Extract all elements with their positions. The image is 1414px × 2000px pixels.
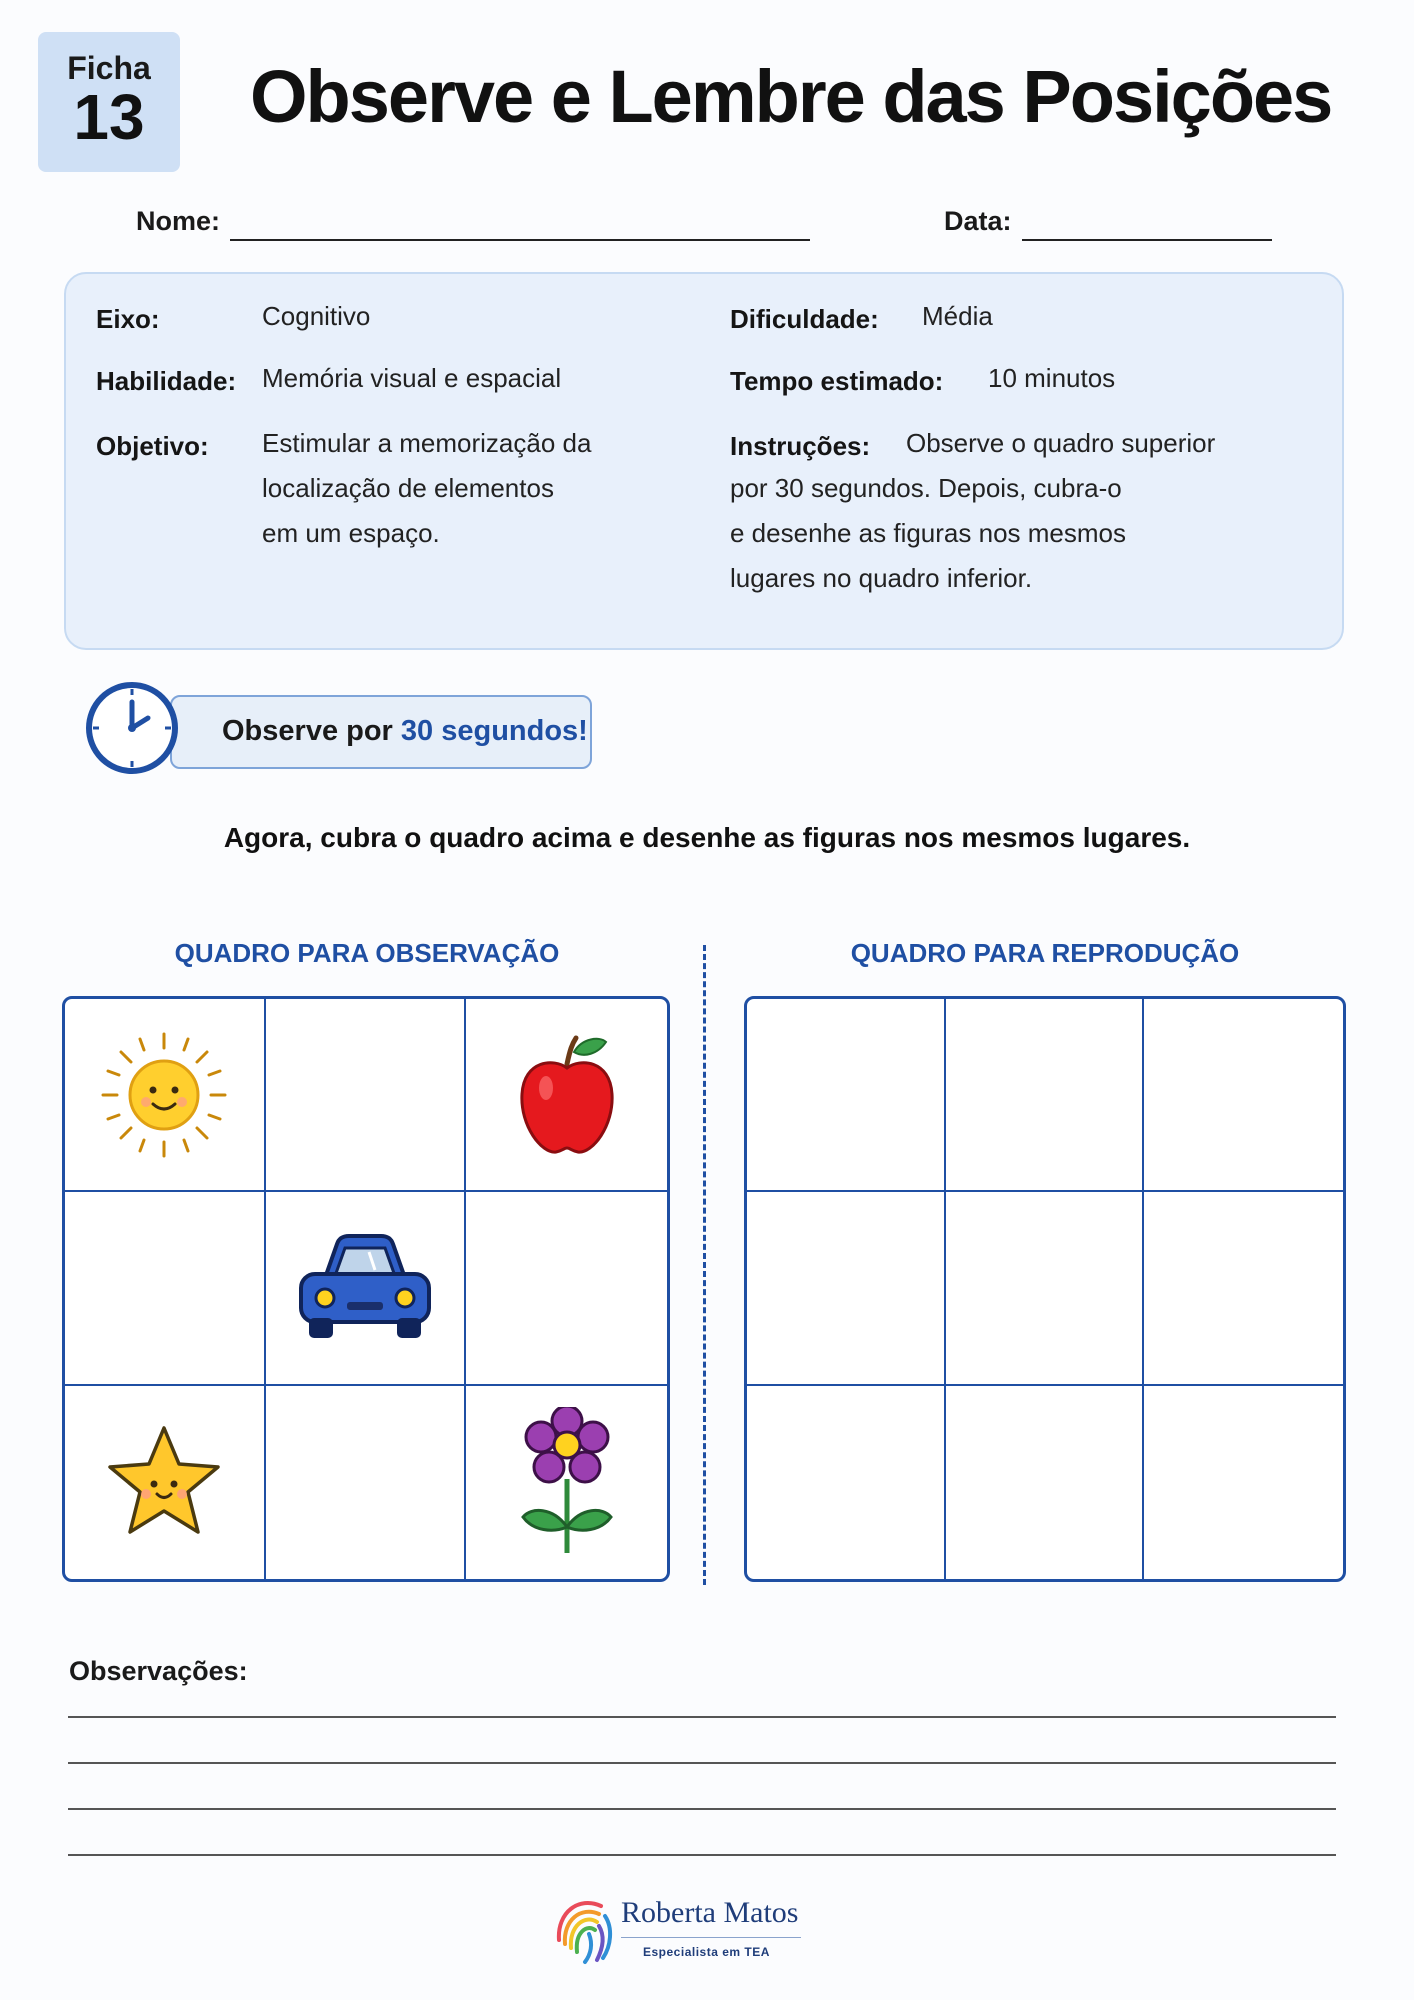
observacoes-line[interactable] bbox=[68, 1808, 1336, 1810]
objetivo-line: em um espaço. bbox=[262, 518, 440, 548]
cover-instruction: Agora, cubra o quadro acima e desenhe as figuras nos mesmos lugares. bbox=[223, 822, 1191, 853]
ficha-badge bbox=[38, 32, 180, 172]
observacoes-line[interactable] bbox=[68, 1716, 1336, 1718]
grid-cell bbox=[65, 999, 266, 1192]
objetivo-label: Objetivo: bbox=[96, 431, 209, 461]
drawing-cell[interactable] bbox=[747, 1386, 946, 1579]
objetivo-value bbox=[262, 421, 591, 556]
eixo-label: Eixo: bbox=[96, 304, 160, 334]
observacoes-line[interactable] bbox=[68, 1762, 1336, 1764]
grid-cell bbox=[65, 1386, 266, 1579]
date-label: Data: bbox=[944, 206, 1012, 236]
date-field[interactable] bbox=[1022, 239, 1272, 241]
drawing-cell[interactable] bbox=[747, 1192, 946, 1385]
car-icon bbox=[295, 1230, 435, 1345]
instrucoes-line: e desenhe as figuras nos mesmos bbox=[730, 518, 1126, 548]
grid-cell bbox=[266, 999, 467, 1192]
observacoes-line[interactable] bbox=[68, 1854, 1336, 1856]
name-label: Nome: bbox=[136, 206, 221, 236]
eixo-value: Cognitivo bbox=[262, 301, 371, 331]
drawing-cell[interactable] bbox=[946, 1192, 1145, 1385]
instrucoes-value bbox=[730, 466, 1126, 601]
tempo-value: 10 minutos bbox=[988, 363, 1116, 393]
observation-grid bbox=[62, 996, 670, 1582]
drawing-cell[interactable] bbox=[1144, 1192, 1343, 1385]
drawing-cell[interactable] bbox=[946, 999, 1145, 1192]
grid-cell bbox=[266, 1386, 467, 1579]
grid-divider bbox=[703, 945, 706, 1585]
brand-tagline: Especialista em TEA bbox=[643, 1945, 770, 1959]
grid-cell bbox=[466, 999, 667, 1192]
ficha-number: 13 bbox=[73, 81, 145, 154]
flower-icon bbox=[517, 1407, 617, 1557]
brand-rule bbox=[621, 1937, 801, 1938]
timer-highlight: 30 segundos! bbox=[400, 715, 588, 747]
drawing-cell[interactable] bbox=[946, 1386, 1145, 1579]
reproduction-grid-title: QUADRO PARA REPRODUÇÃO bbox=[850, 938, 1240, 968]
grid-cell bbox=[65, 1192, 266, 1385]
objetivo-line: Estimular a memorização da bbox=[262, 428, 592, 458]
timer-prefix: Observe por bbox=[222, 715, 401, 747]
apple-icon bbox=[512, 1030, 622, 1160]
drawing-cell[interactable] bbox=[1144, 1386, 1343, 1579]
drawing-cell[interactable] bbox=[747, 999, 946, 1192]
timer-text bbox=[222, 715, 588, 748]
brand-name: Roberta Matos bbox=[621, 1896, 799, 1929]
page-title: Observe e Lembre das Posições bbox=[250, 55, 1332, 138]
dificuldade-label: Dificuldade: bbox=[730, 304, 879, 334]
instrucoes-line: lugares no quadro inferior. bbox=[730, 563, 1033, 593]
objetivo-line: localização de elementos bbox=[262, 473, 554, 503]
sun-icon bbox=[99, 1030, 229, 1160]
grid-cell bbox=[466, 1386, 667, 1579]
reproduction-grid[interactable] bbox=[744, 996, 1346, 1582]
habilidade-label: Habilidade: bbox=[96, 366, 237, 396]
instrucoes-line: por 30 segundos. Depois, cubra-o bbox=[730, 473, 1122, 503]
observation-grid-title: QUADRO PARA OBSERVAÇÃO bbox=[174, 938, 560, 968]
clock-icon bbox=[84, 680, 180, 776]
name-field[interactable] bbox=[230, 239, 810, 241]
instrucoes-line: Observe o quadro superior bbox=[906, 428, 1216, 458]
info-panel bbox=[64, 272, 1344, 650]
dificuldade-value: Média bbox=[922, 301, 993, 331]
instrucoes-label: Instruções: bbox=[730, 431, 871, 461]
ficha-label: Ficha bbox=[67, 50, 151, 87]
tempo-label: Tempo estimado: bbox=[730, 366, 944, 396]
habilidade-value: Memória visual e espacial bbox=[262, 363, 562, 393]
grid-cell bbox=[466, 1192, 667, 1385]
star-icon bbox=[102, 1422, 226, 1542]
name-date-row bbox=[136, 206, 1271, 246]
grid-cell bbox=[266, 1192, 467, 1385]
observacoes-label: Observações: bbox=[69, 1656, 248, 1686]
drawing-cell[interactable] bbox=[1144, 999, 1343, 1192]
